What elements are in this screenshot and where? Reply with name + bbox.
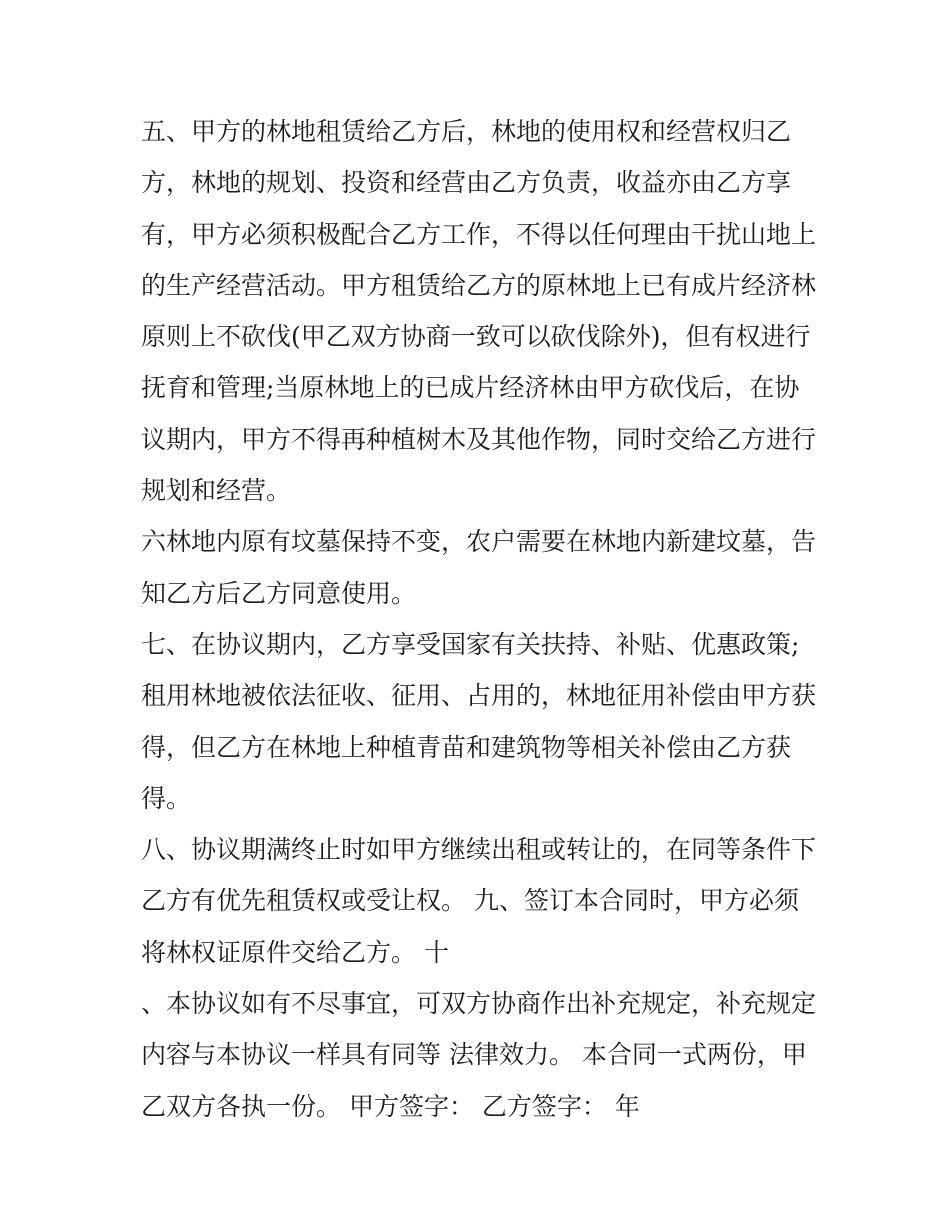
text-line: 五、甲方的林地租赁给乙方后，林地的使用权和经营权归乙 [141, 117, 792, 146]
text-line: 规划和经营。 [141, 476, 292, 506]
text-line: 七、在协议期内，乙方享受国家有关扶持、补贴、优惠政策; [141, 629, 800, 659]
text-line: 、本协议如有不尽事宜，可双方协商作出补充规定，补充规定 [141, 989, 817, 1019]
text-line: 得。 [141, 783, 192, 813]
text-line: 的生产经营活动。甲方租赁给乙方的原林地上已有成片经济林 [141, 270, 817, 300]
text-line: 议期内，甲方不得再种植树木及其他作物，同时交给乙方进行 [141, 424, 817, 454]
text-line: 乙双方各执一份。 甲方签字： 乙方签字： 年 [141, 1091, 640, 1121]
text-line: 得，但乙方在林地上种植青苗和建筑物等相关补偿由乙方获 [141, 732, 792, 762]
text-line: 乙方有优先租赁权或受让权。 九、签订本合同时，甲方必须 [141, 886, 799, 916]
text-line: 有，甲方必须积极配合乙方工作，不得以任何理由干扰山地上 [141, 219, 817, 249]
text-line: 八、协议期满终止时如甲方继续出租或转让的，在同等条件下 [141, 835, 817, 865]
text-line: 将林权证原件交给乙方。 十 [141, 937, 449, 967]
text-line: 抚育和管理;当原林地上的已成片经济林由甲方砍伐后，在协 [141, 373, 800, 403]
document-body [141, 106, 816, 1132]
text-line: 原则上不砍伐(甲乙双方协商一致可以砍伐除外)，但有权进行 [141, 322, 811, 352]
text-line: 六林地内原有坟墓保持不变，农户需要在林地内新建坟墓，告 [141, 527, 817, 557]
text-line: 知乙方后乙方同意使用。 [141, 578, 417, 608]
text-line: 内容与本协议一样具有同等 法律效力。 本合同一式两份，甲 [141, 1040, 807, 1070]
text-line: 租用林地被依法征收、征用、占用的，林地征用补偿由甲方获 [141, 681, 817, 711]
text-line: 方，林地的规划、投资和经营由乙方负责，收益亦由乙方享 [141, 168, 792, 198]
